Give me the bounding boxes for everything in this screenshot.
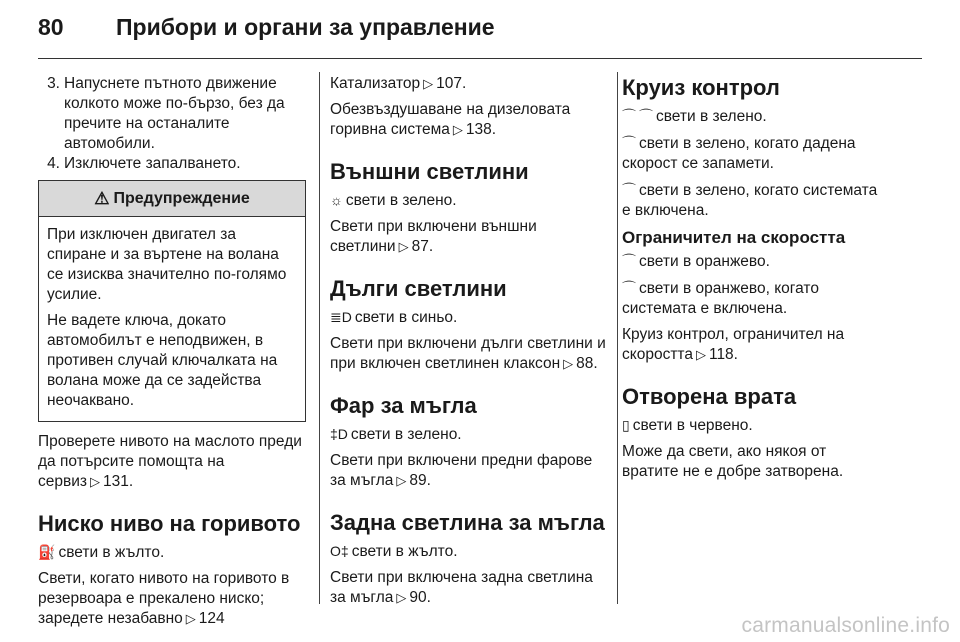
fog-ref[interactable]: 89. — [409, 472, 431, 489]
diesel-text: Обезвъздушаване на дизеловата горивна система — [330, 101, 571, 138]
column-2 — [330, 74, 606, 614]
cruise-text: свети в зелено, когато системата е включена. — [622, 182, 878, 219]
steps-list — [38, 74, 306, 174]
catalyst-paragraph — [330, 74, 606, 94]
page-ref-icon: ▷ — [396, 473, 407, 488]
column-3 — [622, 74, 884, 488]
watermark: carmanualsonline.info — [741, 614, 950, 637]
exterior-ref[interactable]: 87. — [411, 238, 434, 255]
rear-fog-icon: O‡ — [330, 543, 349, 559]
high-beam-paragraph — [330, 334, 606, 374]
column-divider — [319, 72, 320, 604]
page-ref-icon: ▷ — [185, 611, 196, 626]
fuel-text: Свети, когато нивото на горивото в резервоара е прекалено ниско; заредете незабавно — [38, 570, 290, 627]
fog-light-icon: ‡D — [330, 426, 348, 442]
door-paragraph: Може да свети, ако някоя от вратите не е добре затворена. — [622, 443, 844, 480]
page-ref-icon: ▷ — [90, 474, 100, 489]
step-text: Изключете запалването. — [64, 155, 241, 172]
fuel-paragraph — [38, 569, 306, 629]
exterior-lights-heading: Външни светлини — [330, 159, 529, 184]
exterior-indicator-line — [330, 190, 606, 211]
rear-fog-heading: Задна светлина за мъгла — [330, 510, 605, 535]
step-text: Напуснете пътното движение колкото може по-бързо, без да пречите на останалите автомобили. — [64, 75, 285, 152]
limiter-text: свети в оранжево, когато системата е включена. — [622, 280, 819, 317]
header-divider — [38, 58, 922, 59]
limiter-line — [622, 278, 884, 319]
fog-light-heading: Фар за мъгла — [330, 393, 477, 418]
cruise-control-icon: ⌒ — [622, 135, 636, 151]
step-number: 4. — [47, 155, 60, 172]
fuel-ref[interactable]: 124 — [198, 610, 225, 627]
exterior-text: Свети при включени външни светлини — [330, 218, 537, 255]
oil-text: Проверете нивото на маслото преди да потърсите помощта на сервиз — [38, 433, 302, 490]
warning-paragraph: При изключен двигател за спиране и за въртене на волана се изисква значително по-голямо усилие. — [47, 226, 287, 303]
warning-box — [38, 180, 306, 422]
catalyst-ref[interactable]: 107. — [436, 75, 467, 92]
rear-fog-ref[interactable]: 90. — [409, 589, 431, 606]
page-ref-icon: ▷ — [452, 122, 463, 137]
rear-fog-paragraph — [330, 568, 606, 608]
step-number: 3. — [47, 75, 60, 92]
exterior-light-icon: ☼ — [330, 192, 343, 208]
fog-text: Свети при включени предни фарове за мъгла — [330, 452, 593, 489]
limiter-ref[interactable]: 118. — [708, 346, 738, 363]
cruise-line — [622, 180, 884, 221]
high-beam-text: Свети при включени дълги светлини и при включен светлинен клаксон — [330, 335, 606, 372]
column-divider — [617, 72, 618, 604]
cruise-control-heading: Круиз контрол — [622, 75, 780, 100]
cruise-control-icon: ⌒ — [622, 182, 636, 198]
list-item — [38, 74, 306, 154]
page-ref-icon: ▷ — [563, 356, 574, 371]
high-beam-indicator-line — [330, 307, 606, 328]
fog-paragraph — [330, 451, 606, 491]
cruise-control-icon: ⌒ — [622, 108, 636, 124]
list-item — [38, 154, 306, 174]
catalyst-text: Катализатор — [330, 75, 421, 92]
high-beam-ref[interactable]: 88. — [576, 355, 598, 372]
warning-title: Предупреждение — [113, 189, 250, 207]
fuel-pump-icon: ⛽ — [38, 544, 56, 560]
fuel-indicator-text: свети в жълто. — [58, 544, 165, 561]
speed-limiter-icon: ⌒ — [622, 253, 636, 269]
rear-fog-text: Свети при включена задна светлина за мъгла — [330, 569, 593, 606]
column-1 — [38, 74, 306, 635]
diesel-paragraph — [330, 100, 606, 140]
limiter-line — [622, 251, 884, 272]
page-ref-icon: ▷ — [396, 590, 407, 605]
rear-fog-indicator-line — [330, 541, 606, 562]
fuel-heading: Ниско ниво на горивото — [38, 511, 301, 536]
page-ref-icon: ▷ — [423, 76, 434, 91]
exterior-indicator-text: свети в зелено. — [345, 192, 457, 209]
warning-paragraph: Не вадете ключа, докато автомобилът е неподвижен, в противен случай ключалката на волана може да се задейства неочаквано. — [47, 312, 278, 409]
page-ref-icon: ▷ — [695, 347, 706, 362]
warning-icon: ⚠ — [94, 188, 110, 208]
door-open-icon: ▯ — [622, 417, 630, 433]
door-indicator-line — [622, 415, 884, 436]
oil-ref[interactable]: 131. — [103, 473, 134, 490]
warning-header — [39, 181, 305, 217]
speed-limiter-icon: ⌒ — [622, 280, 636, 296]
fuel-indicator-line — [38, 542, 306, 563]
rear-fog-indicator-text: свети в жълто. — [351, 543, 458, 560]
cruise-line — [622, 106, 884, 127]
warning-body — [39, 217, 305, 421]
exterior-paragraph — [330, 217, 606, 257]
cruise-text: свети в зелено, когато дадена скорост се запамети. — [622, 135, 856, 172]
high-beam-heading: Дълги светлини — [330, 276, 507, 301]
high-beam-indicator-text: свети в синьо. — [354, 309, 458, 326]
cruise-text: свети в зелено. — [656, 108, 767, 125]
page-number: 80 — [38, 14, 64, 40]
door-open-heading: Отворена врата — [622, 384, 797, 409]
page-title: Прибори и органи за управление — [116, 14, 495, 40]
cruise-control-icon: ⌒ — [639, 108, 653, 124]
fog-indicator-line — [330, 424, 606, 445]
page-header — [38, 14, 495, 48]
cruise-line — [622, 133, 884, 174]
oil-paragraph — [38, 432, 306, 492]
page-ref-icon: ▷ — [398, 239, 409, 254]
limiter-ref-text: Круиз контрол, ограничител на скоростта — [622, 326, 845, 363]
diesel-ref[interactable]: 138. — [465, 121, 497, 138]
speed-limiter-heading: Ограничител на скоростта — [622, 228, 846, 247]
door-indicator-text: свети в червено. — [632, 417, 753, 434]
limiter-text: свети в оранжево. — [639, 253, 770, 270]
fog-indicator-text: свети в зелено. — [350, 426, 462, 443]
limiter-paragraph — [622, 325, 884, 365]
high-beam-icon: ≣D — [330, 309, 352, 325]
